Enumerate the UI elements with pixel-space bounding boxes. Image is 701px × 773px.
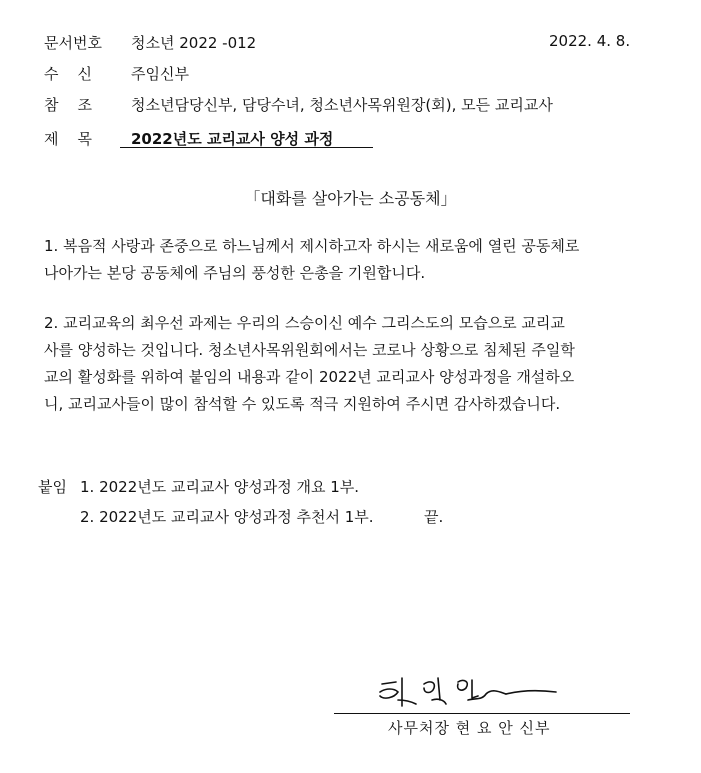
cc-label: 참 조: [44, 96, 93, 114]
paragraph-line: 니, 교리교사들이 많이 참석할 수 있도록 적극 지원하여 주시면 감사하겠습니다.: [44, 395, 561, 413]
end-mark: 끝.: [424, 508, 444, 526]
recipient-label: 수 신: [44, 65, 93, 83]
document-title: 「대화를 살아가는 소공동체」: [244, 189, 457, 208]
signature-scribble: [372, 670, 562, 712]
paragraph-2: [44, 310, 664, 418]
subject-value: 2022년도 교리교사 양성 과정: [131, 130, 334, 148]
attachments-label: 붙임: [38, 478, 67, 496]
subject-label: 제 목: [44, 130, 93, 148]
cc-value: 청소년담당신부, 담당수녀, 청소년사목위원장(회), 모든 교리교사: [131, 96, 553, 114]
recipient-value: 주임신부: [131, 65, 189, 83]
doc-number-value: 청소년 2022 -012: [131, 34, 257, 52]
paragraph-line: 교의 활성화를 위하여 붙임의 내용과 같이 2022년 교리교사 양성과정을 개설하오: [44, 368, 575, 386]
paragraph-line: 2. 교리교육의 최우선 과제는 우리의 스승이신 예수 그리스도의 모습으로 교리교: [44, 314, 565, 332]
paragraph-line: 사를 양성하는 것입니다. 청소년사목위원회에서는 코로나 상황으로 침체된 주일학: [44, 341, 575, 359]
paragraph-line: 1. 복음적 사랑과 존중으로 하느님께서 제시하고자 하시는 새로움에 열린 공동체로: [44, 237, 580, 255]
signer-name: 사무처장 현 요 안 신부: [388, 719, 551, 737]
paragraph-line: 나아가는 본당 공동체에 주님의 풍성한 은총을 기원합니다.: [44, 264, 426, 282]
paragraph-1: [44, 233, 664, 287]
attachment-item-2: 2. 2022년도 교리교사 양성과정 추천서 1부.: [80, 508, 374, 526]
signature-line: [334, 713, 630, 714]
doc-number-label: 문서번호: [44, 34, 102, 52]
attachment-item-1: 1. 2022년도 교리교사 양성과정 개요 1부.: [80, 478, 360, 496]
doc-date: 2022. 4. 8.: [549, 32, 631, 50]
handwritten-signature: [372, 670, 562, 716]
subject-underline: [120, 147, 373, 148]
